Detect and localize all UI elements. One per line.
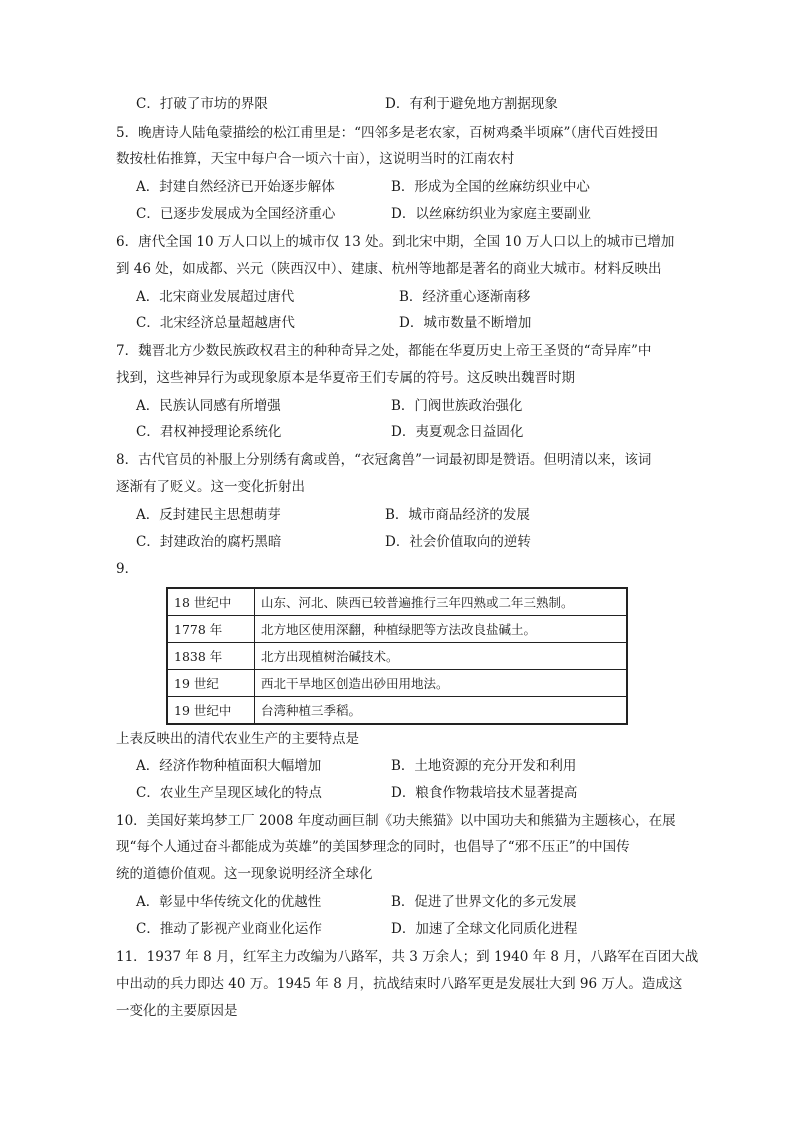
q5-option-b: B．形成为全国的丝麻纺织业中心 (391, 179, 590, 195)
q9-number: 9． (116, 561, 139, 577)
table-cell-time: 1838 年 (167, 643, 255, 670)
q9-option-b: B．土地资源的充分开发和利用 (391, 758, 577, 774)
q10-option-c: C．推动了影视产业商业化运作 (136, 921, 322, 937)
q10-option-b: B．促进了世界文化的多元发展 (391, 894, 577, 910)
table-row (167, 643, 627, 670)
table-row (167, 616, 627, 643)
q5-option-c: C．已逐步发展成为全国经济重心 (136, 206, 336, 222)
q11-stem-line-1: 11．1937 年 8 月，红军主力改编为八路军，共 3 万余人；到 1940 年 8 月，八路军在百团大战 (116, 949, 699, 965)
q8-option-b: B．城市商品经济的发展 (385, 507, 530, 523)
q6-option-a: A．北宋商业发展超过唐代 (136, 289, 295, 305)
q6-stem-line-2: 到 46 处，如成都、兴元（陕西汉中）、建康、杭州等地都是著名的商业大城市。材料反映出 (116, 261, 662, 277)
q10-stem-line-3: 统的道德价值观。这一现象说明经济全球化 (116, 866, 373, 882)
table-cell-time: 1778 年 (167, 616, 255, 643)
q10-stem-line-2: 现“每个人通过奋斗都能成为英雄”的美国梦理念的同时，也倡导了“邪不压正”的中国传 (116, 839, 630, 855)
q6-stem-line-1: 6．唐代全国 10 万人口以上的城市仅 13 处。到北宋中期，全国 10 万人口以上的城市已增加 (116, 234, 675, 250)
q5-stem-line-2: 数按杜佑推算，天宝中每户合一顷六十亩），这说明当时的江南农村 (116, 151, 515, 167)
q4-option-d: D．有利于避免地方割据现象 (385, 96, 558, 112)
q8-stem-line-1: 8．古代官员的补服上分别绣有禽或兽，“衣冠禽兽”一词最初即是赞语。但明清以来，该词 (116, 452, 652, 468)
q4-option-c: C．打破了市坊的界限 (136, 96, 268, 112)
q7-option-a: A．民族认同感有所增强 (136, 398, 281, 414)
q9-stem: 上表反映出的清代农业生产的主要特点是 (116, 731, 359, 747)
q8-option-a: A．反封建民主思想萌芽 (136, 507, 281, 523)
table-row (167, 697, 627, 725)
q9-data-table (166, 587, 628, 725)
q8-option-c: C．封建政治的腐朽黑暗 (136, 534, 282, 550)
q7-stem-line-1: 7．魏晋北方少数民族政权君主的种种奇异之处，都能在华夏历史上帝王圣贤的“奇异库”中 (116, 343, 652, 359)
q5-option-a: A．封建自然经济已开始逐步解体 (136, 179, 335, 195)
q9-option-d: D．粮食作物栽培技术显著提高 (391, 785, 578, 801)
table-cell-event: 西北干旱地区创造出砂田用地法。 (255, 670, 628, 697)
table-cell-time: 19 世纪 (167, 670, 255, 697)
q10-stem-line-1: 10．美国好莱坞梦工厂 2008 年度动画巨制《功夫熊猫》以中国功夫和熊猫为主题核心，在展 (116, 813, 676, 829)
q7-option-c: C．君权神授理论系统化 (136, 424, 282, 440)
table-row (167, 588, 627, 616)
q5-option-d: D．以丝麻纺织业为家庭主要副业 (391, 206, 591, 222)
q9-option-c: C．农业生产呈现区域化的特点 (136, 785, 322, 801)
table-cell-event: 台湾种植三季稻。 (255, 697, 628, 725)
q6-option-d: D．城市数量不断增加 (399, 315, 532, 331)
q6-option-c: C．北宋经济总量超越唐代 (136, 315, 295, 331)
q11-stem-line-2: 中出动的兵力即达 40 万。1945 年 8 月，抗战结束时八路军更是发展壮大到 96 万人。造成这 (116, 976, 683, 992)
q9-option-a: A．经济作物种植面积大幅增加 (136, 758, 322, 774)
q8-option-d: D．社会价值取向的逆转 (385, 534, 531, 550)
q11-stem-line-3: 一变化的主要原因是 (116, 1003, 238, 1019)
q10-option-a: A．彰显中华传统文化的优越性 (136, 894, 322, 910)
table-cell-event: 北方地区使用深翻，种植绿肥等方法改良盐碱土。 (255, 616, 628, 643)
q10-option-d: D．加速了全球文化同质化进程 (391, 921, 578, 937)
q5-stem-line-1: 5．晚唐诗人陆龟蒙描绘的松江甫里是：“四邻多是老农家，百树鸡桑半顷麻”（唐代百姓授田 (116, 125, 659, 141)
table-cell-time: 18 世纪中 (167, 588, 255, 616)
q6-option-b: B．经济重心逐渐南移 (399, 289, 531, 305)
q7-option-b: B．门阀世族政治强化 (391, 398, 523, 414)
q7-option-d: D．夷夏观念日益固化 (391, 424, 524, 440)
table-row (167, 670, 627, 697)
q7-stem-line-2: 找到，这些神异行为或现象原本是华夏帝王们专属的符号。这反映出魏晋时期 (116, 370, 575, 386)
q8-stem-line-2: 逐渐有了贬义。这一变化折射出 (116, 479, 305, 495)
table-cell-event: 北方出现植树治碱技术。 (255, 643, 628, 670)
table-cell-event: 山东、河北、陕西已较普遍推行三年四熟或二年三熟制。 (255, 588, 628, 616)
table-cell-time: 19 世纪中 (167, 697, 255, 725)
